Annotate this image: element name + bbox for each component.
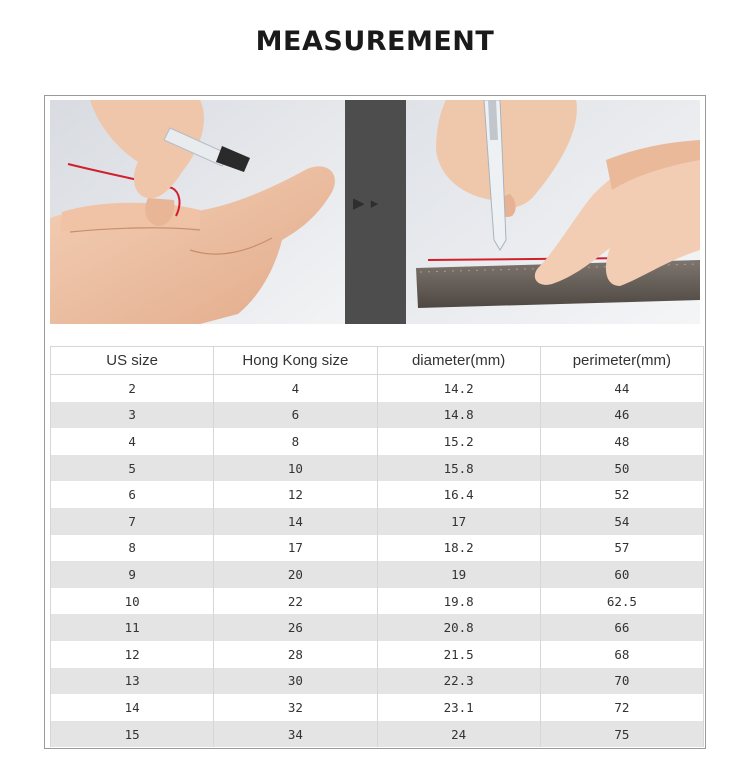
cell-us-size: 12 — [51, 641, 214, 668]
cell-perimeter: 75 — [540, 721, 703, 748]
cell-hong-kong-size: 20 — [214, 561, 377, 588]
cell-hong-kong-size: 30 — [214, 668, 377, 695]
table-row — [51, 561, 704, 588]
arrow-icon: ▶ ▸ — [353, 195, 380, 212]
cell-diameter: 15.2 — [377, 428, 540, 455]
cell-us-size: 6 — [51, 481, 214, 508]
header-hong-kong-size: Hong Kong size — [214, 347, 377, 375]
cell-diameter: 18.2 — [377, 535, 540, 562]
photo-divider — [345, 100, 406, 324]
cell-hong-kong-size: 26 — [214, 614, 377, 641]
table-row — [51, 641, 704, 668]
table-row — [51, 481, 704, 508]
cell-us-size: 13 — [51, 668, 214, 695]
cell-us-size: 9 — [51, 561, 214, 588]
cell-us-size: 5 — [51, 455, 214, 482]
cell-perimeter: 60 — [540, 561, 703, 588]
cell-perimeter: 52 — [540, 481, 703, 508]
cell-us-size: 10 — [51, 588, 214, 615]
cell-perimeter: 66 — [540, 614, 703, 641]
cell-diameter: 17 — [377, 508, 540, 535]
cell-diameter: 16.4 — [377, 481, 540, 508]
cell-hong-kong-size: 4 — [214, 375, 377, 402]
cell-perimeter: 50 — [540, 455, 703, 482]
table-row — [51, 375, 704, 402]
cell-diameter: 19 — [377, 561, 540, 588]
cell-us-size: 7 — [51, 508, 214, 535]
cell-diameter: 15.8 — [377, 455, 540, 482]
instruction-photos — [50, 100, 700, 324]
table-row — [51, 668, 704, 695]
cell-hong-kong-size: 10 — [214, 455, 377, 482]
header-us-size: US size — [51, 347, 214, 375]
header-diameter: diameter(mm) — [377, 347, 540, 375]
cell-hong-kong-size: 28 — [214, 641, 377, 668]
cell-perimeter: 72 — [540, 694, 703, 721]
cell-hong-kong-size: 22 — [214, 588, 377, 615]
table-row — [51, 721, 704, 748]
cell-diameter: 14.8 — [377, 402, 540, 429]
pen-and-ruler-photo — [406, 100, 700, 324]
table-row — [51, 402, 704, 429]
cell-perimeter: 46 — [540, 402, 703, 429]
cell-diameter: 23.1 — [377, 694, 540, 721]
cell-hong-kong-size: 8 — [214, 428, 377, 455]
cell-hong-kong-size: 32 — [214, 694, 377, 721]
table-row — [51, 508, 704, 535]
cell-perimeter: 68 — [540, 641, 703, 668]
table-row — [51, 588, 704, 615]
cell-us-size: 14 — [51, 694, 214, 721]
cell-perimeter: 57 — [540, 535, 703, 562]
page-title: MEASUREMENT — [255, 26, 495, 57]
table-row — [51, 535, 704, 562]
table-row — [51, 428, 704, 455]
table-header-row — [51, 347, 704, 375]
ring-size-table — [50, 346, 704, 747]
cell-diameter: 20.8 — [377, 614, 540, 641]
measurement-panel — [44, 95, 706, 749]
cell-us-size: 15 — [51, 721, 214, 748]
cell-perimeter: 62.5 — [540, 588, 703, 615]
cell-hong-kong-size: 12 — [214, 481, 377, 508]
cell-perimeter: 44 — [540, 375, 703, 402]
header-perimeter: perimeter(mm) — [540, 347, 703, 375]
cell-diameter: 21.5 — [377, 641, 540, 668]
cell-diameter: 24 — [377, 721, 540, 748]
table-row — [51, 614, 704, 641]
cell-hong-kong-size: 17 — [214, 535, 377, 562]
cell-diameter: 19.8 — [377, 588, 540, 615]
cell-perimeter: 70 — [540, 668, 703, 695]
cell-us-size: 11 — [51, 614, 214, 641]
cell-us-size: 3 — [51, 402, 214, 429]
cell-hong-kong-size: 34 — [214, 721, 377, 748]
table-row — [51, 694, 704, 721]
cell-us-size: 2 — [51, 375, 214, 402]
cell-perimeter: 48 — [540, 428, 703, 455]
cell-us-size: 8 — [51, 535, 214, 562]
cell-diameter: 22.3 — [377, 668, 540, 695]
cell-hong-kong-size: 14 — [214, 508, 377, 535]
cell-hong-kong-size: 6 — [214, 402, 377, 429]
cell-perimeter: 54 — [540, 508, 703, 535]
hand-wrapped-string-photo — [50, 100, 345, 324]
cell-us-size: 4 — [51, 428, 214, 455]
cell-diameter: 14.2 — [377, 375, 540, 402]
table-row — [51, 455, 704, 482]
